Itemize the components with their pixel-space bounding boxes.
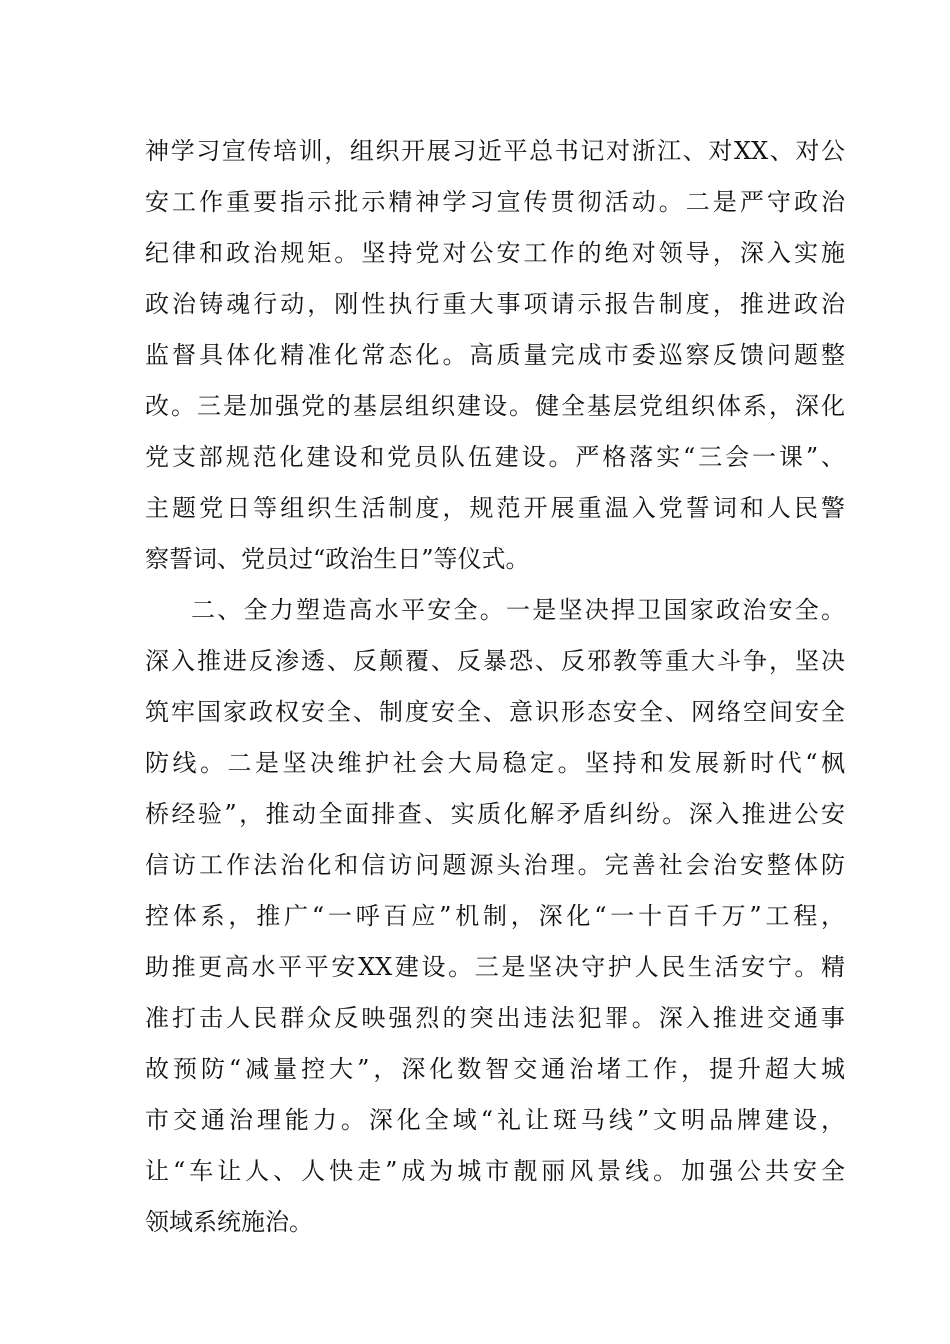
- text-line: 监督具体化精准化常态化。高质量完成市委巡察反馈问题整: [145, 341, 845, 369]
- text-line: 信访工作法治化和信访问题源头治理。完善社会治安整体防: [145, 851, 845, 879]
- text-line: 深入推进反渗透、反颠覆、反暴恐、反邪教等重大斗争，坚决: [145, 647, 845, 675]
- text-line: 市交通治理能力。深化全域“礼让斑马线”文明品牌建设，: [145, 1106, 845, 1134]
- text-line: 主题党日等组织生活制度，规范开展重温入党誓词和人民警: [145, 494, 845, 522]
- text-line: 政治铸魂行动，刚性执行重大事项请示报告制度，推进政治: [145, 290, 845, 318]
- text-line: 筑牢国家政权安全、制度安全、意识形态安全、网络空间安全: [145, 698, 845, 726]
- text-line: 察誓词、党员过“政治生日”等仪式。: [145, 545, 530, 573]
- text-line: 防线。二是坚决维护社会大局稳定。坚持和发展新时代“枫: [145, 749, 845, 777]
- paragraph-party-building: [145, 126, 845, 585]
- text-line: 控体系，推广“一呼百应”机制，深化“一十百千万”工程，: [145, 902, 845, 930]
- document-body: [145, 126, 845, 1248]
- text-line: 纪律和政治规矩。坚持党对公安工作的绝对领导，深入实施: [145, 239, 845, 267]
- section-heading-line: 二、全力塑造高水平安全。一是坚决捍卫国家政治安全。: [191, 596, 845, 624]
- text-line: 准打击人民群众反映强烈的突出违法犯罪。深入推进交通事: [145, 1004, 845, 1032]
- paragraph-security: [145, 585, 845, 1248]
- text-line: 桥经验”，推动全面排查、实质化解矛盾纠纷。深入推进公安: [145, 800, 845, 828]
- text-line: 领域系统施治。: [145, 1208, 313, 1236]
- text-line: 故预防“减量控大”，深化数智交通治堵工作，提升超大城: [145, 1055, 845, 1083]
- text-line: 改。三是加强党的基层组织建设。健全基层党组织体系，深化: [145, 392, 845, 420]
- text-line: 助推更高水平平安XX建设。三是坚决守护人民生活安宁。精: [145, 953, 845, 981]
- text-line: 让“车让人、人快走”成为城市靓丽风景线。加强公共安全: [145, 1157, 845, 1185]
- text-line: 党支部规范化建设和党员队伍建设。严格落实“三会一课”、: [145, 443, 845, 471]
- text-line: 神学习宣传培训，组织开展习近平总书记对浙江、对XX、对公: [145, 137, 845, 165]
- text-line: 安工作重要指示批示精神学习宣传贯彻活动。二是严守政治: [145, 188, 845, 216]
